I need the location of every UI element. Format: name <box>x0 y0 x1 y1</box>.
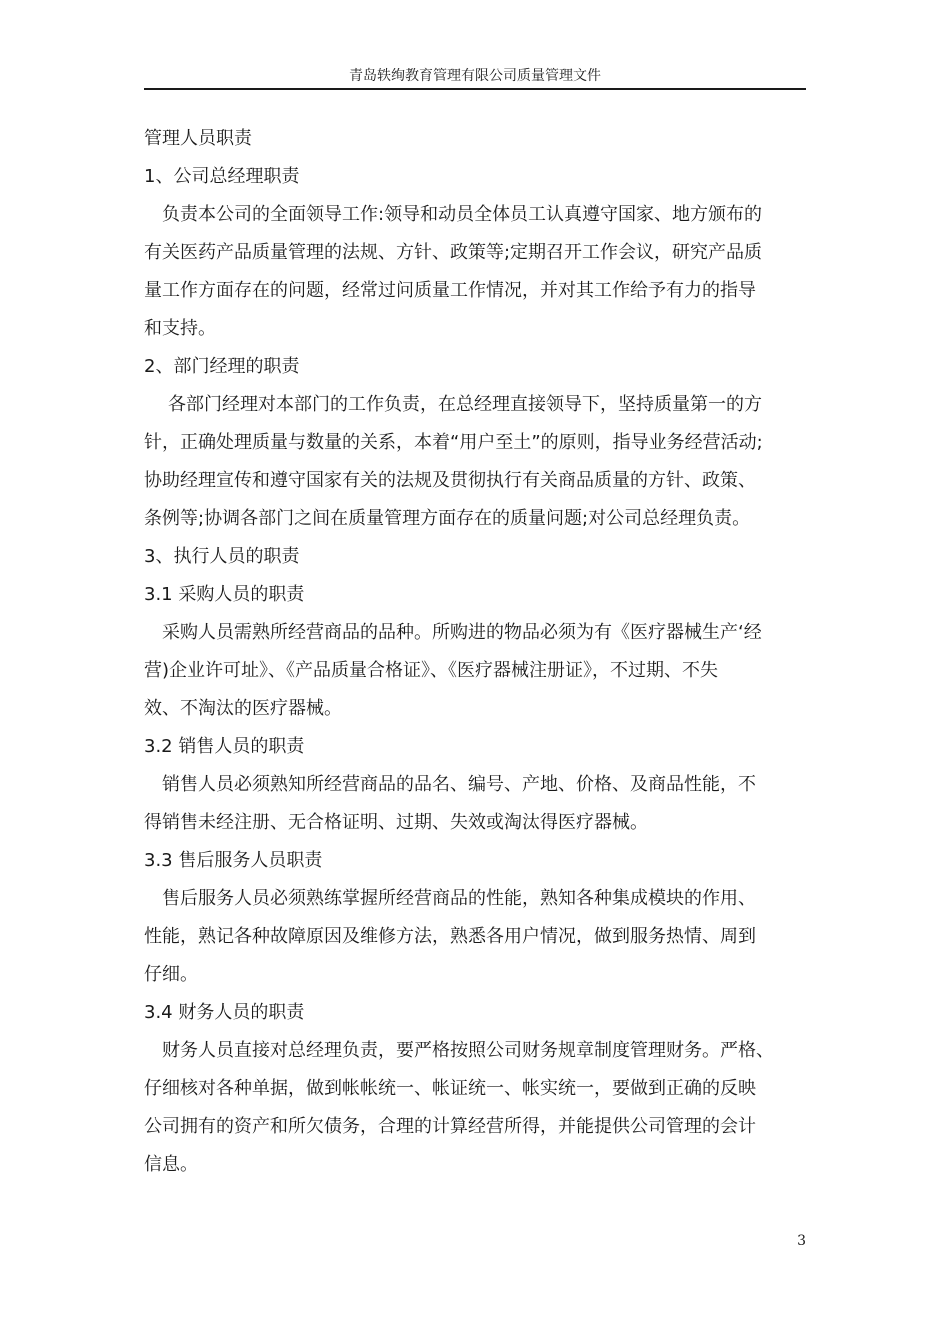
section-title: 管理人员职责 <box>144 128 252 149</box>
paragraph-line: 营)企业许可址》、《产品质量合格证》、《医疗器械注册证》，不过期、不失 <box>144 660 719 681</box>
paragraph-line: 仔细。 <box>144 964 198 985</box>
paragraph-line: 有关医药产品质量管理的法规、方针、政策等;定期召开工作会议，研究产品质 <box>144 242 763 263</box>
paragraph-line: 量工作方面存在的问题，经常过问质量工作情况，并对其工作给予有力的指导 <box>144 280 756 301</box>
paragraph-line: 得销售未经注册、无合格证明、过期、失效或淘汰得医疗器械。 <box>144 812 648 833</box>
paragraph-line: 仔细核对各种单据，做到帐帐统一、帐证统一、帐实统一，要做到正确的反映 <box>144 1078 756 1099</box>
paragraph-line: 公司拥有的资产和所欠债务，合理的计算经营所得，并能提供公司管理的会计 <box>144 1116 756 1137</box>
page-header-title: 青岛轶绚教育管理有限公司质量管理文件 <box>349 68 601 84</box>
paragraph-line: 负责本公司的全面领导工作:领导和动员全体员工认真遵守国家、地方颁布的 <box>162 204 763 225</box>
subsection-heading: 3.3 售后服务人员职责 <box>144 850 323 871</box>
subsection-heading: 3.4 财务人员的职责 <box>144 1002 305 1023</box>
section-heading: 3、执行人员的职责 <box>144 546 300 567</box>
paragraph-line: 和支持。 <box>144 318 216 339</box>
paragraph-line: 协助经理宣传和遵守国家有关的法规及贯彻执行有关商品质量的方针、政策、 <box>144 470 756 491</box>
paragraph-line: 售后服务人员必须熟练掌握所经营商品的性能，熟知各种集成模块的作用、 <box>162 888 756 909</box>
paragraph-line: 财务人员直接对总经理负责，要严格按照公司财务规章制度管理财务。严格、 <box>162 1040 774 1061</box>
paragraph-line: 针，正确处理质量与数量的关系，本着“用户至土”的原则，指导业务经营活动; <box>144 432 763 453</box>
subsection-heading: 3.1 采购人员的职责 <box>144 584 305 605</box>
subsection-heading: 3.2 销售人员的职责 <box>144 736 305 757</box>
paragraph-line: 销售人员必须熟知所经营商品的品名、编号、产地、价格、及商品性能，不 <box>162 774 756 795</box>
page-number: 3 <box>797 1233 806 1249</box>
paragraph-line: 性能，熟记各种故障原因及维修方法，熟悉各用户情况，做到服务热情、周到 <box>144 926 756 947</box>
paragraph-line: 各部门经理对本部门的工作负责，在总经理直接领导下，坚持质量第一的方 <box>168 394 762 415</box>
section-heading: 1、公司总经理职责 <box>144 166 300 187</box>
header-divider <box>144 88 806 90</box>
document-body <box>144 120 806 1184</box>
paragraph-line: 效、不淘汰的医疗器械。 <box>144 698 342 719</box>
paragraph-line: 采购人员需熟所经营商品的品种。所购进的物品必须为有《医疗器械生产‘经 <box>162 622 762 643</box>
paragraph-line: 信息。 <box>144 1154 198 1175</box>
section-heading: 2、部门经理的职责 <box>144 356 300 377</box>
paragraph-line: 条例等;协调各部门之间在质量管理方面存在的质量问题;对公司总经理负责。 <box>144 508 751 529</box>
